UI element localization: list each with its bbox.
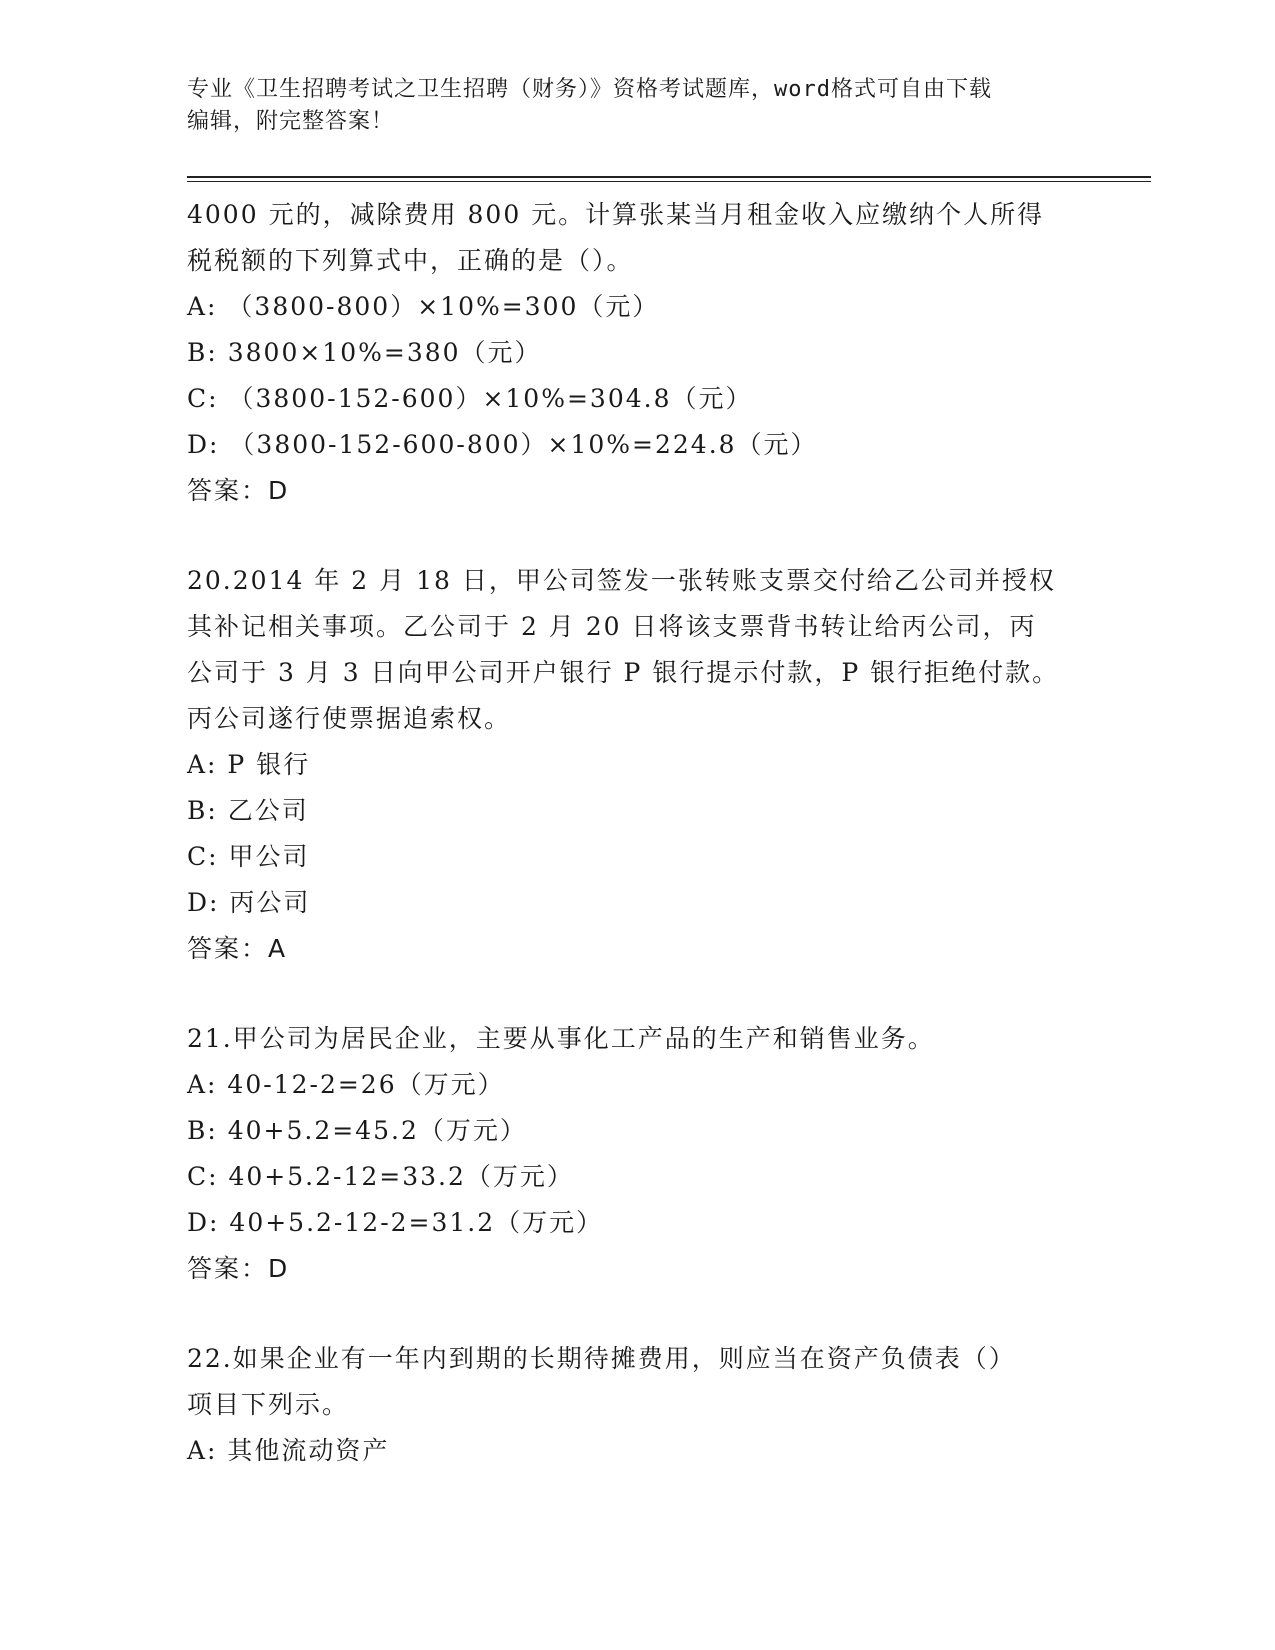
option-c: C: （3800-152-600）×10%=304.8（元）	[187, 384, 753, 413]
option-d: D: 丙公司	[187, 888, 311, 917]
option-a: A: P 银行	[187, 750, 311, 779]
question-text-line: 项目下列示。	[187, 1390, 350, 1419]
answer: 答案：D	[187, 1254, 290, 1283]
header-divider	[187, 176, 1151, 178]
question-text-line: 22.如果企业有一年内到期的长期待摊费用，则应当在资产负债表（）	[187, 1344, 1016, 1373]
option-a: A: （3800-800）×10%=300（元）	[187, 292, 660, 321]
option-c: C: 甲公司	[187, 842, 310, 871]
option-d: D: 40+5.2-12-2=31.2（万元）	[187, 1208, 604, 1237]
question-19	[187, 192, 1087, 514]
answer: 答案：A	[187, 934, 288, 963]
option-b: B: 3800×10%=380（元）	[187, 338, 542, 367]
option-c: C: 40+5.2-12=33.2（万元）	[187, 1162, 574, 1191]
question-list	[187, 192, 1087, 1474]
option-a: A: 其他流动资产	[187, 1436, 390, 1465]
document-header	[187, 74, 1067, 138]
question-22	[187, 1336, 1087, 1474]
question-21	[187, 1016, 1087, 1292]
question-text-line: 其补记相关事项。乙公司于 2 月 20 日将该支票背书转让给丙公司，丙	[187, 612, 1037, 641]
question-text-line: 丙公司遂行使票据追索权。	[187, 704, 512, 733]
answer: 答案：D	[187, 476, 290, 505]
option-d: D: （3800-152-600-800）×10%=224.8（元）	[187, 430, 818, 459]
option-a: A: 40-12-2=26（万元）	[187, 1070, 505, 1099]
option-b: B: 40+5.2=45.2（万元）	[187, 1116, 527, 1145]
question-text-line: 税税额的下列算式中，正确的是（）。	[187, 246, 634, 275]
header-line-2: 编辑，附完整答案！	[187, 109, 395, 134]
option-b: B: 乙公司	[187, 796, 309, 825]
header-line-1: 专业《卫生招聘考试之卫生招聘（财务）》资格考试题库，word格式可自由下载	[187, 77, 992, 102]
question-text-line: 4000 元的，减除费用 800 元。计算张某当月租金收入应缴纳个人所得	[187, 200, 1045, 229]
question-20	[187, 558, 1087, 972]
question-text-line: 21.甲公司为居民企业，主要从事化工产品的生产和销售业务。	[187, 1024, 935, 1053]
header-divider-thin	[187, 181, 1151, 182]
question-text-line: 公司于 3 月 3 日向甲公司开户银行 P 银行提示付款，P 银行拒绝付款。	[187, 658, 1060, 687]
question-text-line: 20.2014 年 2 月 18 日，甲公司签发一张转账支票交付给乙公司并授权	[187, 566, 1056, 595]
